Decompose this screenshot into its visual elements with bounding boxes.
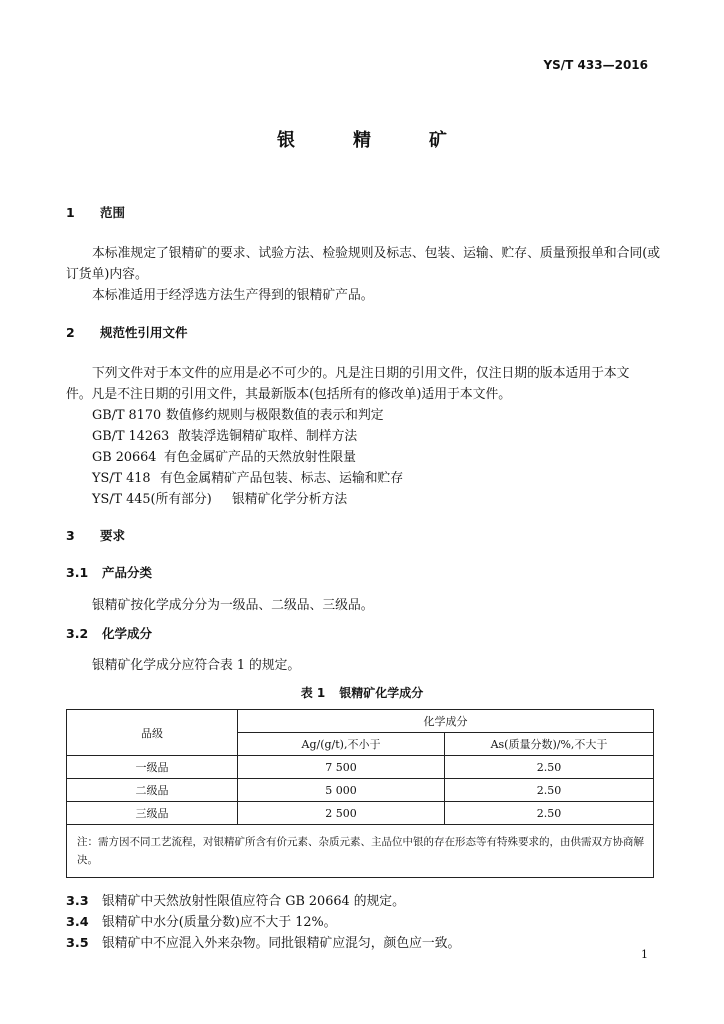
clause-text: 银精矿中水分(质量分数)应不大于 12%。 [102,915,337,930]
subsection-3-2-heading [66,624,152,642]
grade-cell: 二级品 [67,779,238,802]
header-chemical-composition: 化学成分 [238,710,654,733]
paragraph: 下列文件对于本文件的应用是必不可少的。凡是注日期的引用文件，仅注日期的版本适用于本文 [92,366,630,381]
subsection-number: 3.2 [66,626,89,641]
clause-text: 银精矿中天然放射性限值应符合 GB 20664 的规定。 [102,894,405,909]
standard-number: YS/T 433—2016 [543,58,648,72]
reference-title: 有色金属精矿产品包装、标志、运输和贮存 [160,471,404,486]
section-title: 规范性引用文件 [100,325,188,340]
table-title: 银精矿化学成分 [339,686,424,700]
grade-cell: 一级品 [67,756,238,779]
clause-text: 银精矿中不应混入外来杂物。同批银精矿应混匀，颜色应一致。 [102,936,461,951]
section-number: 2 [66,325,75,340]
header-ag: Ag/(g/t),不小于 [238,733,445,756]
clause-number: 3.3 [66,894,89,909]
document-title: 银 精 矿 [277,130,467,151]
table-row [67,756,654,779]
header-as: As(质量分数)/%,不大于 [445,733,654,756]
paragraph: 本标准规定了银精矿的要求、试验方法、检验规则及标志、包装、运输、贮存、质量预报单和合同(或 [92,246,661,261]
ag-cell: 7 500 [238,756,445,779]
subsection-title: 化学成分 [102,626,153,641]
reference-item [92,488,347,507]
subsection-number: 3.1 [66,565,89,580]
reference-code: GB/T 8170 [92,408,162,423]
subsection-3-1-heading [66,563,152,581]
reference-title: 数值修约规则与极限数值的表示和判定 [166,408,384,423]
page-number: 1 [641,948,648,961]
as-cell: 2.50 [445,756,654,779]
reference-title: 散装浮选铜精矿取样、制样方法 [178,429,358,444]
chemical-composition-table [66,709,654,878]
reference-item [92,467,403,486]
reference-code: GB 20664 [92,450,157,465]
clause-3-5 [66,932,460,951]
reference-title: 银精矿化学分析方法 [232,492,348,507]
section-3-heading [66,526,125,544]
paragraph-continuation: 订货单)内容。 [66,267,148,282]
section-2-heading [66,323,188,341]
table-number: 表 1 [300,686,326,700]
reference-item [92,446,356,465]
as-cell: 2.50 [445,779,654,802]
section-number: 1 [66,205,75,220]
section-title: 范围 [100,205,126,220]
section-number: 3 [66,528,75,543]
subsection-title: 产品分类 [102,565,153,580]
paragraph-continuation: 件。凡是不注日期的引用文件，其最新版本(包括所有的修改单)适用于本文件。 [66,387,512,402]
clause-3-4 [66,911,336,930]
ag-cell: 2 500 [238,802,445,825]
paragraph: 本标准适用于经浮选方法生产得到的银精矿产品。 [92,288,374,303]
ag-cell: 5 000 [238,779,445,802]
section-1-heading [66,203,125,221]
reference-code: YS/T 418 [92,471,151,486]
clause-number: 3.5 [66,936,89,951]
table-note: 注：需方因不同工艺流程，对银精矿所含有价元素、杂质元素、主品位中银的存在形态等有特殊要求的，由供需双方协商解决。 [67,825,654,878]
grade-cell: 三级品 [67,802,238,825]
section-title: 要求 [100,528,126,543]
reference-title: 有色金属矿产品的天然放射性限量 [164,450,356,465]
reference-code: YS/T 445(所有部分) [92,492,212,507]
paragraph: 银精矿按化学成分分为一级品、二级品、三级品。 [92,598,374,613]
as-cell: 2.50 [445,802,654,825]
table-caption [0,684,724,701]
paragraph: 银精矿化学成分应符合表 1 的规定。 [92,658,301,673]
reference-code: GB/T 14263 [92,429,170,444]
clause-number: 3.4 [66,915,89,930]
reference-item [92,404,384,423]
clause-3-3 [66,890,405,909]
table-row [67,802,654,825]
header-grade: 品级 [67,710,238,756]
table-row [67,779,654,802]
reference-item [92,425,357,444]
